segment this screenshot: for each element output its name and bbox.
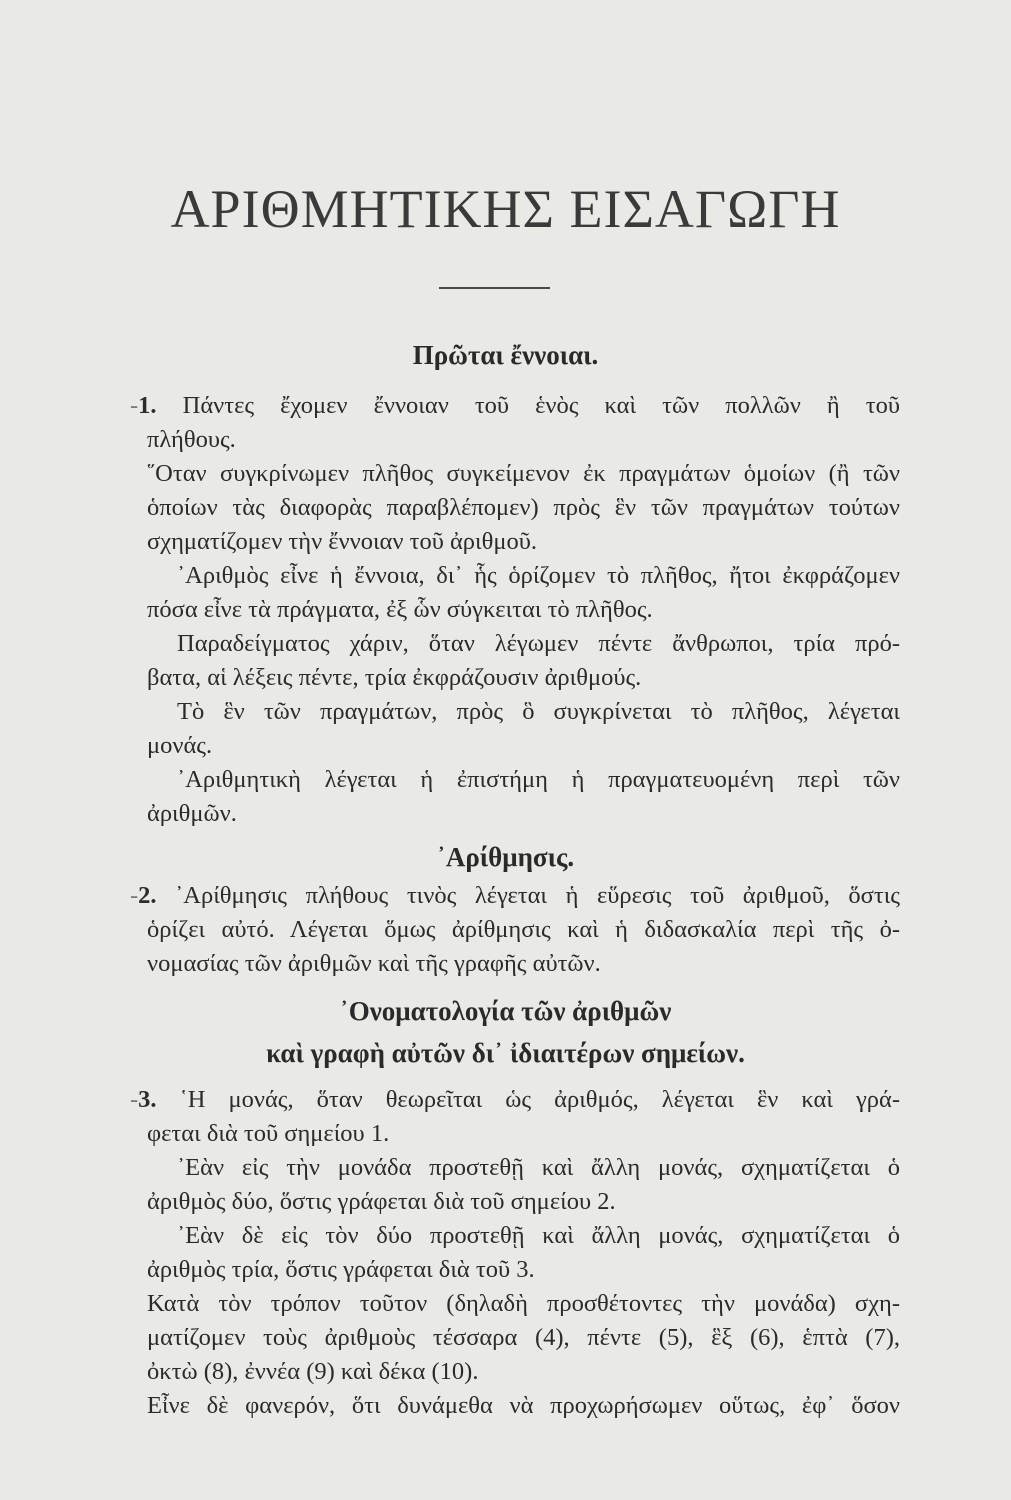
paragraph-line: σχηματίζομεν τὴν ἔννοιαν τοῦ ἀριθμοῦ.: [147, 528, 537, 555]
section-heading-nomenclature: ᾿Ονοματολογία τῶν ἀριθμῶν: [339, 996, 672, 1026]
paragraph-line: Παραδείγματος χάριν, ὅταν λέγωμεν πέντε ἄνθρωποι, τρία πρό-: [177, 630, 900, 657]
paragraph-line: ὀκτὼ (8), ἐννέα (9) καὶ δέκα (10).: [147, 1358, 479, 1385]
paragraph-line: Εἶνε δὲ φανερόν, ὅτι δυνάμεθα νὰ προχωρήσωμεν οὕτως, ἐφ᾿ ὅσον: [147, 1392, 900, 1419]
paragraph-line: Τὸ ἓν τῶν πραγμάτων, πρὸς ὃ συγκρίνεται τὸ πλῆθος, λέγεται: [177, 698, 900, 725]
paragraph-line: βατα, αἱ λέξεις πέντε, τρία ἐκφράζουσιν ἀριθμούς.: [147, 664, 642, 691]
paragraph-line: ματίζομεν τοὺς ἀριθμοὺς τέσσαρα (4), πέντε (5), ἓξ (6), ἑπτὰ (7),: [147, 1324, 900, 1351]
paragraph-line: -2. ᾿Αρίθμησις πλήθους τινὸς λέγεται ἡ εὕρεσις τοῦ ἀριθμοῦ, ὅστις: [130, 882, 900, 909]
paragraph-line: ᾿Αριθμητικὴ λέγεται ἡ ἐπιστήμη ἡ πραγματευομένη περὶ τῶν: [177, 766, 900, 793]
section-heading-nomenclature-sub: καὶ γραφὴ αὐτῶν δι᾿ ἰδιαιτέρων σημείων.: [266, 1038, 745, 1068]
section-heading-enumeration: ᾿Αρίθμησις.: [436, 842, 575, 872]
paragraph-line: πλήθους.: [147, 426, 236, 453]
paragraph-number: 3.: [138, 1086, 157, 1113]
paragraph-number: 2.: [138, 882, 157, 909]
paragraph-line: Κατὰ τὸν τρόπον τοῦτον (δηλαδὴ προσθέτοντες τὴν μονάδα) σχη-: [147, 1290, 900, 1317]
paragraph-line: -1. Πάντες ἔχομεν ἔννοιαν τοῦ ἑνὸς καὶ τῶν πολλῶν ἢ τοῦ: [130, 392, 900, 419]
paragraph-line: πόσα εἶνε τὰ πράγματα, ἐξ ὧν σύγκειται τὸ πλῆθος.: [147, 596, 653, 623]
title-divider: [439, 287, 550, 289]
section-heading-first-notions: Πρῶται ἔννοιαι.: [412, 340, 599, 370]
paragraph-number: 1.: [138, 392, 157, 419]
paragraph-line: ἀριθμὸς τρία, ὅστις γράφεται διὰ τοῦ 3.: [147, 1256, 535, 1283]
paragraph-line: νομασίας τῶν ἀριθμῶν καὶ τῆς γραφῆς αὐτῶν.: [147, 950, 601, 977]
paragraph-line: ὁρίζει αὐτό. Λέγεται ὅμως ἀρίθμησις καὶ ἡ διδασκαλία περὶ τῆς ὀ-: [147, 916, 900, 943]
page-title: ΑΡΙΘΜΗΤΙΚΗΣ ΕΙΣΑΓΩΓΗ: [170, 179, 841, 239]
paragraph-line: ῞Οταν συγκρίνωμεν πλῆθος συγκείμενον ἐκ πραγμάτων ὁμοίων (ἢ τῶν: [147, 460, 900, 487]
paragraph-line: ᾿Εὰν δὲ εἰς τὸν δύο προστεθῇ καὶ ἄλλη μονάς, σχηματίζεται ὁ: [177, 1222, 900, 1249]
paragraph-line: -3. ῾Η μονάς, ὅταν θεωρεῖται ὡς ἀριθμός, λέγεται ἓν καὶ γρά-: [130, 1086, 900, 1113]
paragraph-line: ὁποίων τὰς διαφορὰς παραβλέπομεν) πρὸς ἓν τῶν πραγμάτων τούτων: [147, 494, 900, 521]
paragraph-line: ᾿Εὰν εἰς τὴν μονάδα προστεθῇ καὶ ἄλλη μονάς, σχηματίζεται ὁ: [177, 1154, 900, 1181]
paragraph-line: μονάς.: [147, 732, 213, 759]
paragraph-line: ἀριθμὸς δύο, ὅστις γράφεται διὰ τοῦ σημείου 2.: [147, 1188, 616, 1215]
paragraph-line: φεται διὰ τοῦ σημείου 1.: [147, 1120, 390, 1147]
paragraph-line: ᾿Αριθμὸς εἶνε ἡ ἔννοια, δι᾿ ἧς ὁρίζομεν τὸ πλῆθος, ἤτοι ἐκφράζομεν: [177, 562, 900, 589]
paragraph-line: ἀριθμῶν.: [147, 800, 237, 827]
